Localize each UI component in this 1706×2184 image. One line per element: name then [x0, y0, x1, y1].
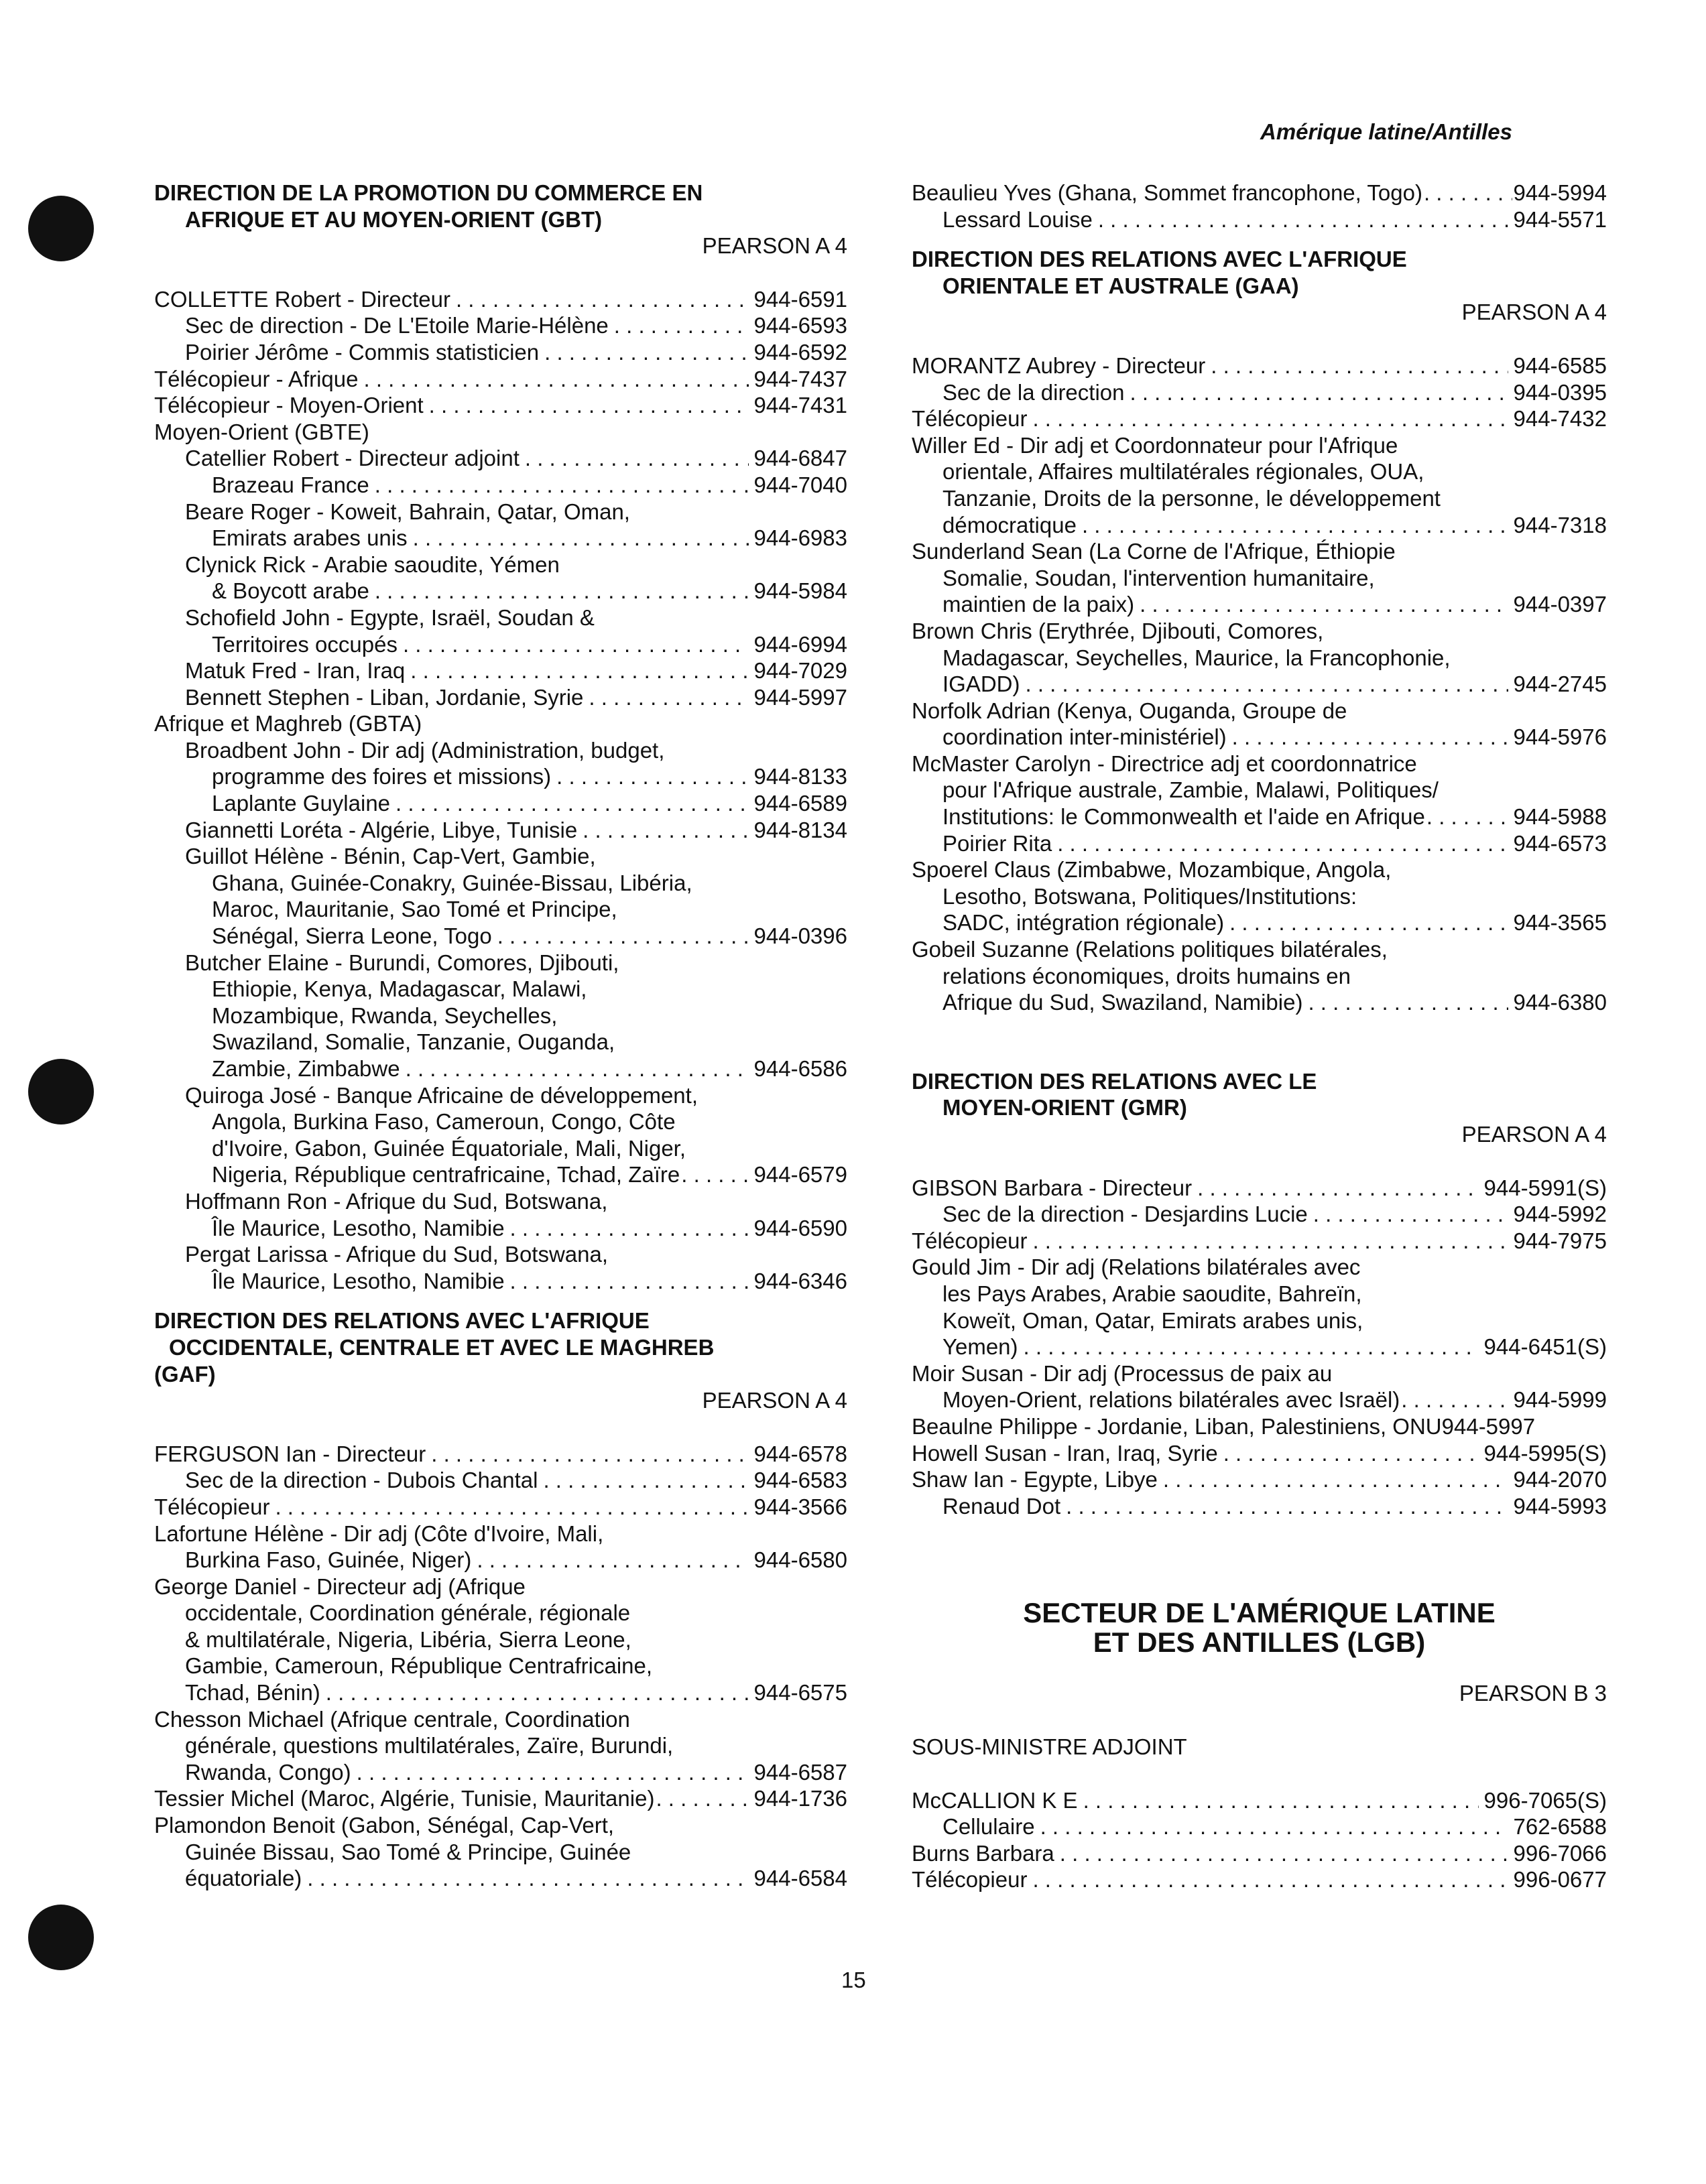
entry-text: Moir Susan - Dir adj (Processus de paix au: [912, 1360, 1333, 1386]
entry-text: Mozambique, Rwanda, Seychelles,: [212, 1003, 558, 1028]
directory-entry: McCALLION K E . . . 996-7065(S): [912, 1787, 1607, 1814]
entry-text: Brown Chris (Erythrée, Djibouti, Comores,: [912, 618, 1324, 643]
directory-entry: coordination inter-ministériel) . . . 944-5976: [912, 724, 1607, 751]
entry-text: Plamondon Benoit (Gabon, Sénégal, Cap-Vert,: [154, 1813, 615, 1838]
directory-entry: Beaulieu Yves (Ghana, Sommet francophone, Togo) . . . 944-5994: [912, 180, 1607, 206]
gaa-heading-line1: DIRECTION DES RELATIONS AVEC L'AFRIQUE: [912, 247, 1407, 272]
entry-text: Beaulne Philippe - Jordanie, Liban, Palestiniens, ONU944-5997: [912, 1413, 1536, 1439]
directory-entry: Renaud Dot . . . 944-5993: [912, 1493, 1607, 1520]
directory-entry: GIBSON Barbara - Directeur . . . 944-5991(S): [912, 1175, 1607, 1202]
right-column: [912, 180, 1607, 1893]
directory-entry: Télécopieur - Afrique . . . 944-7437: [154, 366, 847, 393]
directory-entry: Bennett Stephen - Liban, Jordanie, Syrie . . . 944-5997: [154, 684, 847, 711]
directory-entry: Matuk Fred - Iran, Iraq . . . 944-7029: [154, 657, 847, 684]
gbt-heading: [154, 180, 847, 233]
directory-entry: maintien de la paix) . . . 944-0397: [912, 591, 1607, 618]
directory-entry: Île Maurice, Lesotho, Namibie . . . 944-6346: [154, 1268, 847, 1295]
entry-text: orientale, Affaires multilatérales régionales, OUA,: [942, 459, 1424, 485]
directory-entry: Territoires occupés . . . 944-6994: [154, 631, 847, 658]
directory-entry: SADC, intégration régionale) . . . 944-3565: [912, 909, 1607, 936]
entry-text: Gambie, Cameroun, République Centrafricaine,: [185, 1653, 653, 1679]
directory-entry: FERGUSON Ian - Directeur . . . 944-6578: [154, 1441, 847, 1468]
directory-entry: IGADD) . . . 944-2745: [912, 671, 1607, 698]
entry-text: Ethiopie, Kenya, Madagascar, Malawi,: [212, 976, 587, 1002]
entry-text: Schofield John - Egypte, Israël, Soudan &: [185, 604, 595, 630]
gaf-location: PEARSON A 4: [702, 1388, 847, 1413]
entry-text: Willer Ed - Dir adj et Coordonnateur pour l'Afrique: [912, 432, 1398, 458]
entry-text: Gobeil Suzanne (Relations politiques bilatérales,: [912, 937, 1388, 962]
directory-entry: Zambie, Zimbabwe . . . 944-6586: [154, 1055, 847, 1082]
directory-entry: Nigeria, République centrafricaine, Tchad, Zaïre . . . 944-6579: [154, 1161, 847, 1188]
directory-entry: Télécopieur . . . 944-7975: [912, 1228, 1607, 1255]
gaf-heading-line2: OCCIDENTALE, CENTRALE ET AVEC LE MAGHREB: [169, 1334, 715, 1360]
lgb-title-line2: ET DES ANTILLES (LGB): [1093, 1626, 1426, 1659]
entry-text: Lesotho, Botswana, Politiques/Institutions:: [942, 883, 1357, 909]
gaa-heading: [912, 246, 1607, 299]
entry-text: Broadbent John - Dir adj (Administration, budget,: [185, 737, 665, 763]
directory-entry: Télécopieur . . . 996-0677: [912, 1866, 1607, 1893]
gmr-location: PEARSON A 4: [1461, 1122, 1607, 1147]
entry-text: Angola, Burkina Faso, Cameroun, Congo, Côte: [212, 1109, 676, 1135]
entry-text: pour l'Afrique australe, Zambie, Malawi, Politiques/: [942, 777, 1439, 803]
entry-text: George Daniel - Directeur adj (Afrique: [154, 1573, 526, 1599]
entry-text: Chesson Michael (Afrique centrale, Coordination: [154, 1706, 630, 1732]
entry-text: Lafortune Hélène - Dir adj (Côte d'Ivoire, Mali,: [154, 1521, 604, 1546]
entry-text: Norfolk Adrian (Kenya, Ouganda, Groupe de: [912, 698, 1347, 723]
directory-entry: COLLETTE Robert - Directeur . . . 944-6591: [154, 286, 847, 313]
entry-text: d'Ivoire, Gabon, Guinée Équatoriale, Mali, Niger,: [212, 1135, 686, 1161]
directory-entry: Sec de la direction . . . 944-0395: [912, 379, 1607, 406]
punch-hole-bottom: [28, 1905, 94, 1970]
entry-text: Butcher Elaine - Burundi, Comores, Djibouti,: [185, 950, 619, 975]
entry-text: Sunderland Sean (La Corne de l'Afrique, Éthiopie: [912, 539, 1396, 564]
lgb-sector-title: [912, 1598, 1607, 1657]
gaf-heading-line1: DIRECTION DES RELATIONS AVEC L'AFRIQUE: [154, 1308, 650, 1334]
subsection-label: Moyen-Orient (GBTE): [154, 419, 369, 444]
entry-text: Clynick Rick - Arabie saoudite, Yémen: [185, 552, 560, 577]
directory-entry: Tessier Michel (Maroc, Algérie, Tunisie, Mauritanie) . . . 944-1736: [154, 1785, 847, 1812]
directory-entry: Télécopieur - Moyen-Orient . . . 944-7431: [154, 392, 847, 419]
entry-text: générale, questions multilatérales, Zaïre, Burundi,: [185, 1733, 674, 1758]
entry-text: McMaster Carolyn - Directrice adj et coordonnatrice: [912, 751, 1417, 776]
entry-text: relations économiques, droits humains en: [942, 963, 1351, 988]
entry-text: Madagascar, Seychelles, Maurice, la Francophonie,: [942, 645, 1451, 670]
running-header: Amérique latine/Antilles: [1260, 119, 1512, 144]
gbt-heading-line1: DIRECTION DE LA PROMOTION DU COMMERCE EN: [154, 180, 703, 205]
entry-text: Beare Roger - Koweit, Bahrain, Qatar, Oman,: [185, 499, 630, 524]
entry-text: Gould Jim - Dir adj (Relations bilatérales avec: [912, 1255, 1361, 1280]
left-column: [154, 180, 847, 1892]
gbt-location: PEARSON A 4: [702, 233, 847, 259]
entry-text: Guinée Bissau, Sao Tomé & Principe, Guinée: [185, 1839, 631, 1864]
directory-entry: Sec de direction - De L'Etoile Marie-Hélène . . . 944-6593: [154, 312, 847, 339]
gmr-heading: [912, 1068, 1607, 1121]
directory-entry: Yemen) . . . 944-6451(S): [912, 1334, 1607, 1360]
gaf-heading-line3: (GAF): [154, 1361, 216, 1387]
directory-entry: Institutions: le Commonwealth et l'aide en Afrique . . . 944-5988: [912, 804, 1607, 830]
page-number: 15: [841, 1968, 866, 1992]
directory-entry: Burns Barbara . . . 996-7066: [912, 1840, 1607, 1867]
directory-entry: Poirier Jérôme - Commis statisticien . . . 944-6592: [154, 339, 847, 366]
directory-entry: Cellulaire . . . 762-6588: [912, 1813, 1607, 1840]
lgb-location: PEARSON B 3: [1459, 1681, 1607, 1706]
punch-hole-middle: [28, 1059, 94, 1125]
directory-entry: Tchad, Bénin) . . . 944-6575: [154, 1679, 847, 1706]
gaa-heading-line2: ORIENTALE ET AUSTRALE (GAA): [942, 273, 1299, 298]
directory-entry: Poirier Rita . . . 944-6573: [912, 830, 1607, 857]
directory-entry: & Boycott arabe . . . 944-5984: [154, 578, 847, 604]
entry-text: Koweït, Oman, Qatar, Emirats arabes unis,: [942, 1307, 1363, 1333]
entry-text: & multilatérale, Nigeria, Libéria, Sierra Leone,: [185, 1626, 631, 1652]
directory-entry: Lessard Louise . . . 944-5571: [912, 206, 1607, 233]
gmr-heading-line1: DIRECTION DES RELATIONS AVEC LE: [912, 1068, 1317, 1094]
gbt-heading-line2: AFRIQUE ET AU MOYEN-ORIENT (GBT): [185, 206, 603, 232]
directory-entry: équatoriale) . . . 944-6584: [154, 1865, 847, 1892]
directory-entry: Sec de la direction - Dubois Chantal . . . 944-6583: [154, 1467, 847, 1494]
directory-entry: Shaw Ian - Egypte, Libye . . . 944-2070: [912, 1466, 1607, 1493]
directory-entry: Brazeau France . . . 944-7040: [154, 472, 847, 499]
directory-entry: Giannetti Loréta - Algérie, Libye, Tunisie . . . 944-8134: [154, 817, 847, 844]
lgb-title-line1: SECTEUR DE L'AMÉRIQUE LATINE: [1023, 1597, 1496, 1629]
directory-entry: Laplante Guylaine . . . 944-6589: [154, 790, 847, 817]
directory-entry: Sénégal, Sierra Leone, Togo . . . 944-0396: [154, 923, 847, 950]
directory-entry: Moyen-Orient, relations bilatérales avec Israël) . . . 944-5999: [912, 1387, 1607, 1413]
directory-entry: Île Maurice, Lesotho, Namibie . . . 944-6590: [154, 1215, 847, 1242]
entry-text: les Pays Arabes, Arabie saoudite, Bahreïn,: [942, 1281, 1362, 1306]
directory-entry: Emirats arabes unis . . . 944-6983: [154, 525, 847, 552]
entry-text: Ghana, Guinée-Conakry, Guinée-Bissau, Libéria,: [212, 870, 692, 895]
entry-text: Hoffmann Ron - Afrique du Sud, Botswana,: [185, 1188, 608, 1214]
directory-entry: Afrique du Sud, Swaziland, Namibie) . . . 944-6380: [912, 989, 1607, 1016]
subsection-label: Afrique et Maghreb (GBTA): [154, 711, 422, 736]
directory-entry: MORANTZ Aubrey - Directeur . . . 944-6585: [912, 352, 1607, 379]
gaa-location: PEARSON A 4: [1461, 300, 1607, 325]
entry-text: Guillot Hélène - Bénin, Cap-Vert, Gambie,: [185, 844, 596, 869]
entry-text: Maroc, Mauritanie, Sao Tomé et Principe,: [212, 897, 617, 922]
directory-entry: Rwanda, Congo) . . . 944-6587: [154, 1759, 847, 1786]
entry-text: Quiroga José - Banque Africaine de développement,: [185, 1082, 698, 1108]
entry-text: Somalie, Soudan, l'intervention humanitaire,: [942, 565, 1375, 590]
entry-text: Swaziland, Somalie, Tanzanie, Ouganda,: [212, 1029, 615, 1055]
gmr-heading-line2: MOYEN-ORIENT (GMR): [942, 1095, 1187, 1120]
directory-entry: Burkina Faso, Guinée, Niger) . . . 944-6580: [154, 1547, 847, 1573]
directory-entry: démocratique . . . 944-7318: [912, 512, 1607, 539]
entry-text: Pergat Larissa - Afrique du Sud, Botswana,: [185, 1242, 609, 1267]
entry-text: Tanzanie, Droits de la personne, le développement: [942, 485, 1441, 511]
directory-entry: Télécopieur . . . 944-3566: [154, 1494, 847, 1521]
directory-entry: Télécopieur . . . 944-7432: [912, 405, 1607, 432]
lgb-subheading: SOUS-MINISTRE ADJOINT: [912, 1734, 1187, 1759]
punch-hole-top: [28, 196, 94, 261]
directory-entry: Sec de la direction - Desjardins Lucie . . . 944-5992: [912, 1201, 1607, 1228]
entry-text: Spoerel Claus (Zimbabwe, Mozambique, Angola,: [912, 857, 1392, 883]
directory-entry: Howell Susan - Iran, Iraq, Syrie . . . 944-5995(S): [912, 1440, 1607, 1467]
gaf-heading: [154, 1307, 847, 1387]
directory-entry: programme des foires et missions) . . . 944-8133: [154, 763, 847, 790]
entry-text: occidentale, Coordination générale, régionale: [185, 1600, 631, 1626]
directory-entry: Catellier Robert - Directeur adjoint . . . 944-6847: [154, 445, 847, 472]
